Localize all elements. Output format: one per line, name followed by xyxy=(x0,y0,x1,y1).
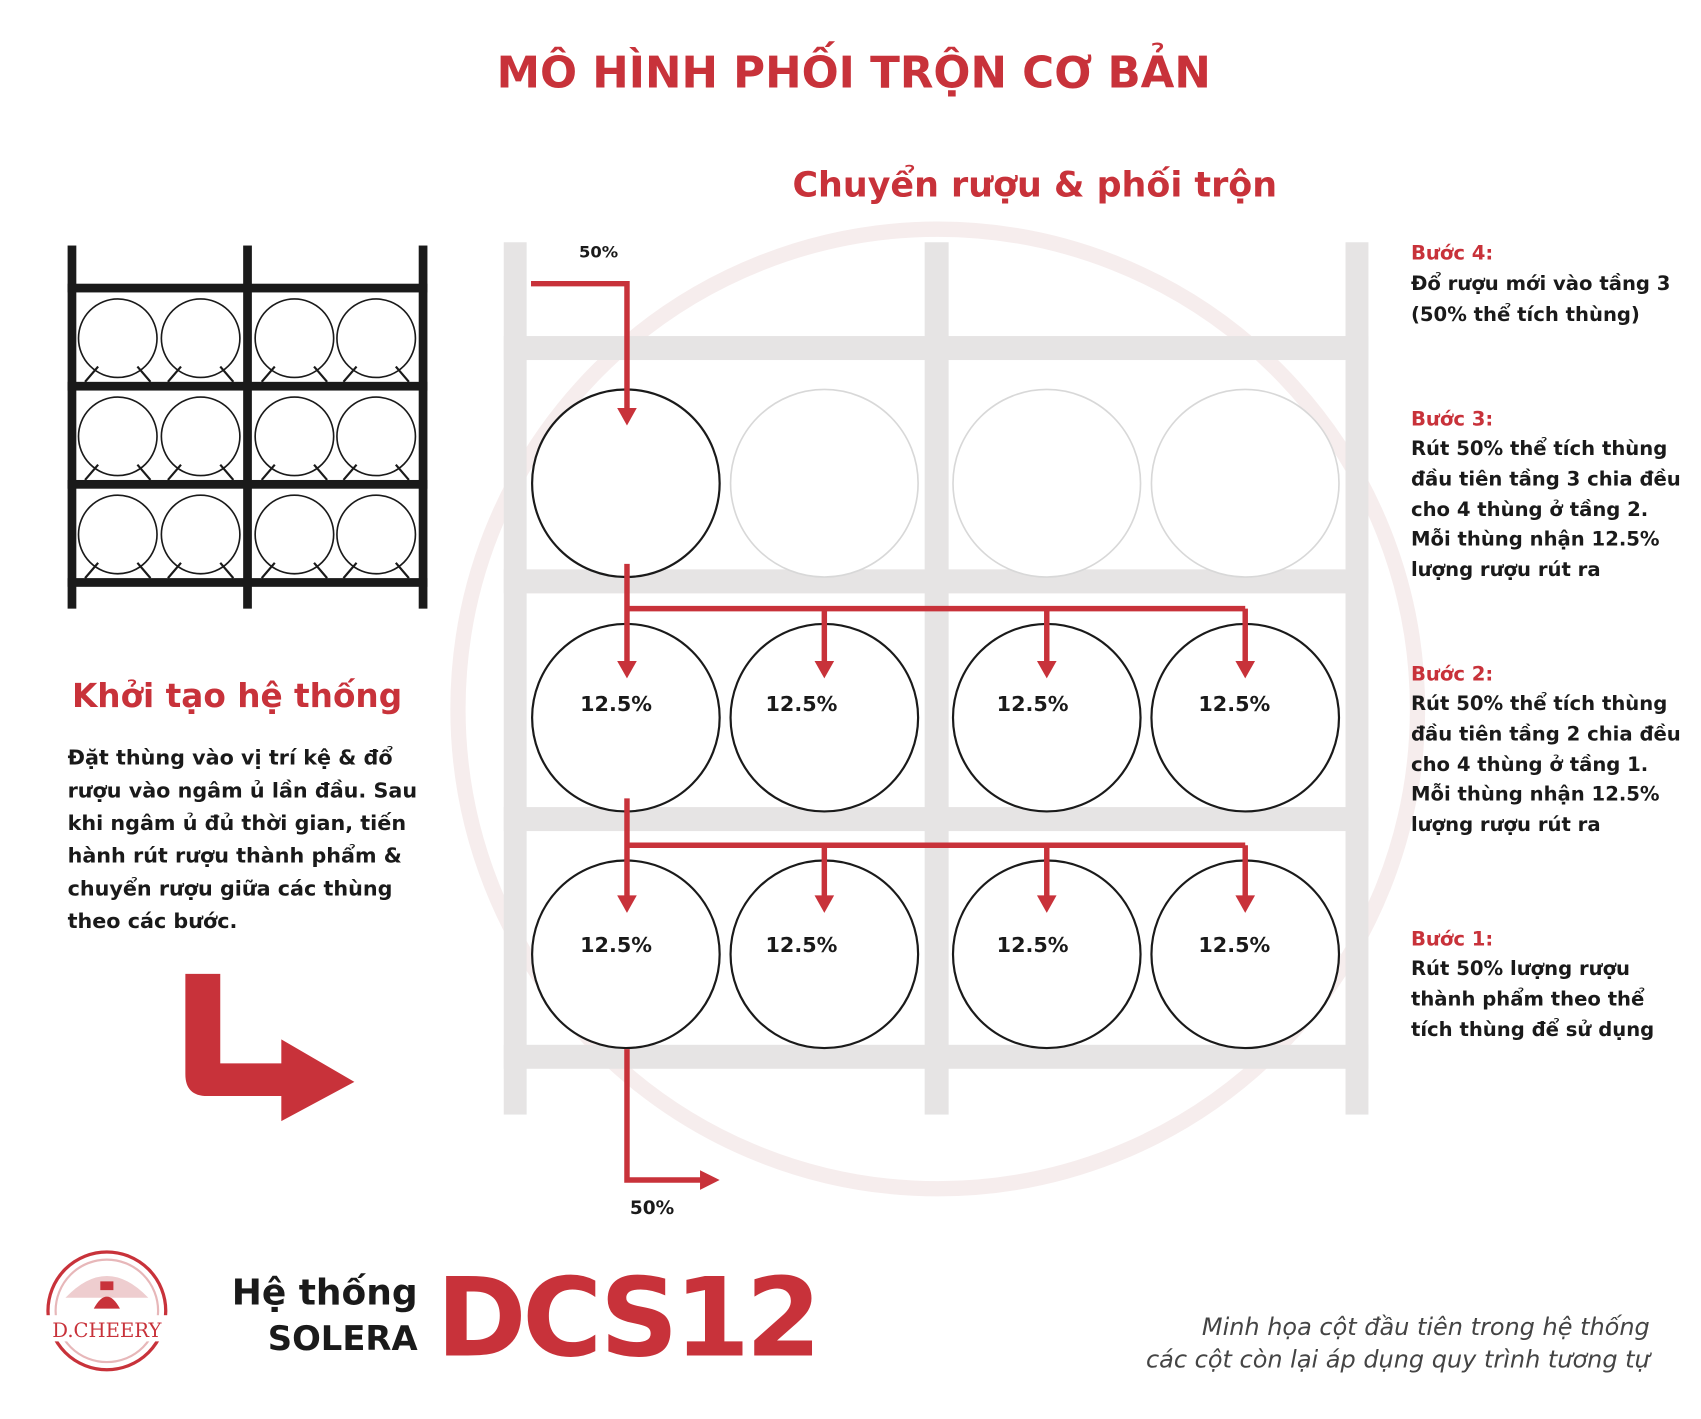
page-title: MÔ HÌNH PHỐI TRỘN CƠ BẢN xyxy=(496,48,1211,99)
small-barrel xyxy=(255,299,334,378)
small-barrel xyxy=(79,299,158,378)
small-barrel xyxy=(161,299,240,378)
top-50-label: 50% xyxy=(579,242,619,262)
step-line: thành phẩm theo thể xyxy=(1410,987,1645,1011)
step-line: cho 4 thùng ở tầng 1. xyxy=(1410,753,1649,777)
step-line: Rút 50% thể tích thùng xyxy=(1410,692,1668,716)
init-line: rượu vào ngâm ủ lần đầu. Sau xyxy=(67,778,418,803)
diagram-subtitle: Chuyển rượu & phối trộn xyxy=(792,165,1278,206)
step-line: đầu tiên tầng 3 chia đều xyxy=(1410,467,1681,491)
system-line-2: SOLERA xyxy=(267,1319,418,1359)
small-barrel xyxy=(255,495,334,574)
step-line: Rút 50% thể tích thùng xyxy=(1410,436,1668,460)
small-barrel xyxy=(255,397,334,476)
init-heading: Khởi tạo hệ thống xyxy=(71,676,403,715)
init-line: chuyển rượu giữa các thùng xyxy=(67,876,393,901)
step-2-title: Bước 2: xyxy=(1410,662,1494,686)
small-barrel xyxy=(161,397,240,476)
barrel-label: 12.5% xyxy=(580,933,652,958)
note-line-1: Minh họa cột đầu tiên trong hệ thống xyxy=(1201,1312,1650,1341)
arrow-right-icon xyxy=(185,974,354,1121)
step-line: cho 4 thùng ở tầng 2. xyxy=(1410,497,1649,521)
brand-logo xyxy=(41,1252,174,1370)
init-line: khi ngâm ủ đủ thời gian, tiến xyxy=(67,810,407,835)
step-line: Mỗi thùng nhận 12.5% xyxy=(1410,527,1660,551)
initial-rack-icon xyxy=(68,246,428,609)
note-line-2: các cột còn lại áp dụng quy trình tương tự xyxy=(1146,1345,1650,1374)
init-line: hành rút rượu thành phẩm & xyxy=(67,843,402,868)
barrel xyxy=(1151,389,1339,577)
step-line: Rút 50% lượng rượu xyxy=(1410,957,1631,981)
logo-text: D.CHEERY xyxy=(52,1319,162,1343)
bottom-50-label: 50% xyxy=(629,1197,675,1219)
barrel-label: 12.5% xyxy=(996,692,1069,717)
barrel xyxy=(731,389,919,577)
barrel-label: 12.5% xyxy=(765,933,838,958)
barrel-label: 12.5% xyxy=(996,933,1069,958)
small-barrel xyxy=(79,397,158,476)
step-3-title: Bước 3: xyxy=(1410,407,1494,431)
barrel-label: 12.5% xyxy=(1198,692,1271,717)
small-barrel xyxy=(337,299,416,378)
system-line-1: Hệ thống xyxy=(231,1272,418,1314)
init-description xyxy=(68,745,418,934)
step-line: lượng rượu rút ra xyxy=(1410,557,1601,581)
step-line: (50% thể tích thùng) xyxy=(1410,302,1640,326)
step-line: tích thùng để sử dụng xyxy=(1410,1018,1655,1042)
step-1-title: Bước 1: xyxy=(1410,927,1494,951)
barrel xyxy=(953,389,1141,577)
system-code: DCS12 xyxy=(436,1254,818,1382)
init-line: theo các bước. xyxy=(67,909,238,934)
step-line: Đổ rượu mới vào tầng 3 xyxy=(1410,272,1671,296)
step-4-title: Bước 4: xyxy=(1410,241,1494,265)
barrel-label: 12.5% xyxy=(1198,933,1271,958)
small-barrel xyxy=(79,495,158,574)
step-line: Mỗi thùng nhận 12.5% xyxy=(1410,782,1660,806)
small-barrel xyxy=(337,397,416,476)
barrel-label: 12.5% xyxy=(765,692,838,717)
small-barrel xyxy=(161,495,240,574)
step-line: đầu tiên tầng 2 chia đều xyxy=(1410,722,1681,746)
small-barrel xyxy=(337,495,416,574)
init-line: Đặt thùng vào vị trí kệ & đổ xyxy=(67,745,393,770)
step-line: lượng rượu rút ra xyxy=(1410,813,1601,837)
barrel-label: 12.5% xyxy=(580,692,652,717)
arrowhead-right-icon xyxy=(700,1170,720,1190)
